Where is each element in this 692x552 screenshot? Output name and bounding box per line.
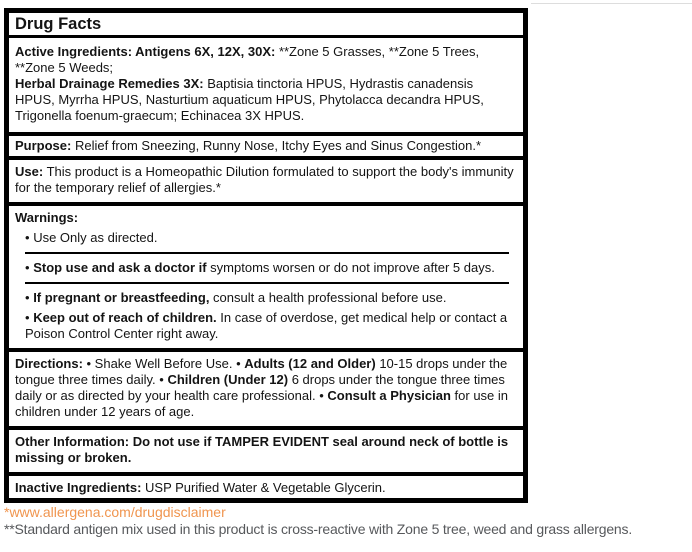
directions-physician-label: Consult a Physician bbox=[327, 388, 451, 403]
bullet-icon: • bbox=[25, 310, 30, 325]
inactive-ingredients-line bbox=[15, 480, 515, 496]
warning-divider bbox=[25, 252, 509, 254]
directions-paragraph bbox=[15, 356, 515, 420]
warning-item bbox=[15, 260, 515, 276]
directions-text: for use in children under 12 years of age. bbox=[15, 388, 509, 419]
warning-bold: Stop use and ask a doctor if bbox=[33, 260, 207, 275]
section-inactive-ingredients bbox=[9, 476, 523, 502]
warning-item bbox=[15, 230, 515, 246]
section-warnings bbox=[9, 206, 523, 352]
section-other-information bbox=[9, 430, 523, 476]
active-ingredients-antigens bbox=[15, 44, 515, 76]
herbal-remedies-text: Baptisia tinctoria HPUS, Hydrastis canadensis HPUS, Myrrha HPUS, Nasturtium aquaticum HPUS, Phytolacca decandra HPUS, Trigonella foenum-graecum; Echinacea 3X HPUS. bbox=[15, 76, 484, 123]
active-ingredients-label: Active Ingredients: Antigens 6X, 12X, 30X: bbox=[15, 44, 276, 59]
directions-label: Directions: bbox=[15, 356, 83, 371]
section-purpose bbox=[9, 136, 523, 160]
antigen-footnote: **Standard antigen mix used in this product is cross-reactive with Zone 5 tree, weed and grass allergens. bbox=[4, 521, 633, 537]
inactive-ingredients-label: Inactive Ingredients: bbox=[15, 480, 142, 495]
drug-disclaimer-link[interactable]: *www.allergena.com/drugdisclaimer bbox=[4, 504, 226, 520]
purpose-text: Relief from Sneezing, Runny Nose, Itchy Eyes and Sinus Congestion.* bbox=[71, 138, 482, 153]
warning-text: Use Only as directed. bbox=[33, 230, 158, 245]
warning-text: consult a health professional before use. bbox=[209, 290, 447, 305]
active-ingredients-herbal bbox=[15, 76, 515, 124]
warning-divider bbox=[25, 282, 509, 284]
use-text: This product is a Homeopathic Dilution formulated to support the body's immunity for the temporary relief of allergies.* bbox=[15, 164, 514, 195]
purpose-label: Purpose: bbox=[15, 138, 72, 153]
page-top-divider-line bbox=[531, 3, 692, 4]
warning-item bbox=[15, 310, 515, 342]
herbal-remedies-label: Herbal Drainage Remedies 3X: bbox=[15, 76, 204, 91]
purpose-line bbox=[15, 138, 515, 154]
other-information-text: Other Information: Do not use if TAMPER EVIDENT seal around neck of bottle is missing or broken. bbox=[15, 434, 509, 465]
bullet-icon: • bbox=[25, 290, 30, 305]
active-ingredients-text: **Zone 5 Grasses, **Zone 5 Trees, **Zone 5 Weeds; bbox=[15, 44, 480, 75]
section-active-ingredients bbox=[9, 38, 523, 136]
drug-facts-title: Drug Facts bbox=[9, 13, 523, 38]
bullet-icon: • bbox=[25, 260, 30, 275]
directions-adults-label: Adults (12 and Older) bbox=[244, 356, 376, 371]
use-label: Use: bbox=[15, 164, 44, 179]
inactive-ingredients-text: USP Purified Water & Vegetable Glycerin. bbox=[141, 480, 386, 495]
bullet-icon: • bbox=[25, 230, 30, 245]
directions-text: • Shake Well Before Use. • bbox=[82, 356, 245, 371]
directions-text: 6 drops under the tongue three times daily or as directed by your health care professional. • bbox=[15, 372, 505, 403]
warning-bold: If pregnant or breastfeeding, bbox=[33, 290, 210, 305]
warning-item bbox=[15, 290, 515, 306]
directions-children-label: Children (Under 12) bbox=[167, 372, 289, 387]
warning-text: symptoms worsen or do not improve after 5 days. bbox=[206, 260, 495, 275]
warning-bold: Keep out of reach of children. bbox=[33, 310, 217, 325]
section-directions bbox=[9, 352, 523, 430]
use-line bbox=[15, 164, 515, 196]
footnotes bbox=[4, 504, 632, 538]
warnings-label: Warnings: bbox=[15, 210, 79, 225]
section-use bbox=[9, 160, 523, 206]
drug-facts-panel bbox=[4, 8, 528, 503]
warning-text: In case of overdose, get medical help or contact a Poison Control Center right away. bbox=[25, 310, 508, 341]
directions-text: 10-15 drops under the tongue three times daily. • bbox=[15, 356, 508, 387]
